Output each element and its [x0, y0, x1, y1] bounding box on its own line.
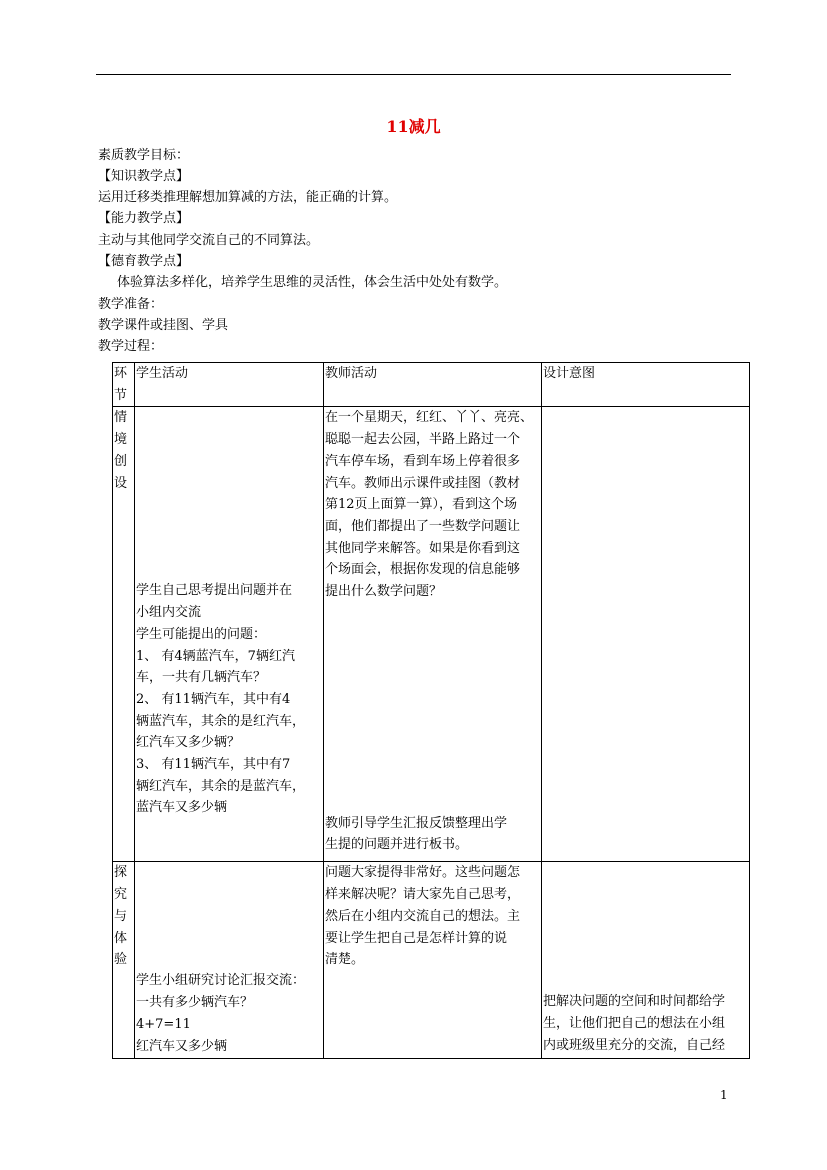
lesson-process-table: [112, 362, 750, 1059]
design-explore-text: 把解决问题的空间和时间都给学 生，让他们把自己的想法在小组 内或班级里充分的交流，自己经: [543, 994, 726, 1053]
teacher-activity-text-b: 教师引导学生汇报反馈整理出学 生提的问题并进行板书。: [325, 815, 508, 853]
design-explore-cell: [542, 862, 750, 1059]
teacher-activity-cell: [324, 407, 542, 862]
moral-text: 体验算法多样化，培养学生思维的灵活性，体会生活中处处有数学。: [117, 275, 508, 290]
table-header-row: [113, 363, 750, 407]
ability-heading: 【能力教学点】: [98, 211, 190, 226]
stage-situation: 情 境 创 设: [113, 407, 135, 862]
table-row-explore: [113, 862, 750, 1059]
header-stage: 环 节: [113, 363, 135, 407]
prep-heading: 教学准备：: [98, 297, 164, 312]
student-explore-text: 学生小组研究讨论汇报交流： 一共有多少辆汽车？ 4+7=11 红汽车又多少辆: [136, 973, 306, 1054]
knowledge-heading: 【知识教学点】: [98, 169, 190, 184]
page-number: 1: [720, 1088, 728, 1102]
goals-heading: 素质教学目标：: [98, 148, 190, 163]
header-rule: [96, 74, 731, 75]
table-row-situation: [113, 407, 750, 862]
stage-explore: 探 究 与 体 验: [113, 862, 135, 1059]
student-explore-cell: [135, 862, 324, 1059]
design-intent-cell: [542, 407, 750, 862]
document-title: 11减几: [386, 117, 441, 136]
knowledge-text: 运用迁移类推理解想加算减的方法，能正确的计算。: [98, 190, 398, 205]
student-activity-text: 学生自己思考提出问题并在 小组内交流 学生可能提出的问题： 1、 有4辆蓝汽车，7辆红汽 车，一共有几辆汽车？ 2、 有11辆汽车，其中有4 辆蓝汽车，其余的是红汽车， 红汽车又多少辆？ 3、 有11辆汽车，其中有7 辆红汽车，其余的是蓝汽车， 蓝汽车又多少辆: [136, 583, 306, 816]
header-student-activity: 学生活动: [135, 363, 324, 407]
ability-text: 主动与其他同学交流自己的不同算法。: [98, 233, 320, 248]
header-design-intent: 设计意图: [542, 363, 750, 407]
prep-text: 教学课件或挂图、学具: [98, 318, 229, 333]
student-activity-cell: [135, 407, 324, 862]
header-teacher-activity: 教师活动: [324, 363, 542, 407]
process-heading: 教学过程：: [98, 339, 164, 354]
moral-heading: 【德育教学点】: [98, 254, 190, 269]
teacher-activity-text-a: 在一个星期天，红红、丫丫、亮亮、 聪聪一起去公园，半路上路过一个 汽车停车场，看到车场上停着很多 汽车。教师出示课件或挂图（教材 第12页上面算一算），看到这个场 面，他们都提出了一些数学问题让 其他同学来解答。如果是你看到这 个场面会，根据你发现的信息能够 提出什么数学问题？: [325, 410, 534, 600]
teacher-explore-text: 问题大家提得非常好。这些问题怎 样来解决呢？请大家先自己思考， 然后在小组内交流自己的想法。主 要让学生把自己是怎样计算的说 清楚。: [324, 862, 542, 1059]
